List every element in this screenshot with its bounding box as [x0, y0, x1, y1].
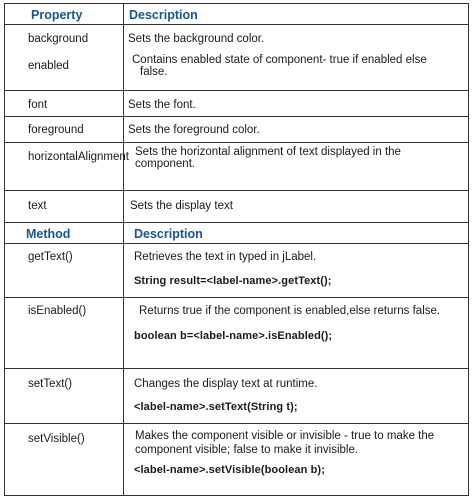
table-row — [5, 369, 469, 424]
method-desc-gettext: Retrieves the text in typed in jLabel. — [134, 251, 317, 263]
method-description-header-cell: Description — [124, 223, 469, 244]
method-code-isenabled: boolean b=<label-name>.isEnabled(); — [134, 330, 333, 342]
table-row — [5, 91, 469, 117]
property-desc-font: Sets the font. — [128, 99, 196, 111]
method-desc-settext: Changes the display text at runtime. — [134, 378, 318, 390]
table-row — [5, 117, 469, 143]
table-row — [5, 298, 469, 369]
property-name-background: background — [28, 33, 89, 45]
method-desc-isenabled: Returns true if the component is enabled,else returns false. — [139, 305, 441, 317]
table-row — [5, 143, 469, 191]
property-desc-enabled-line2: false. — [140, 66, 168, 78]
property-desc-foreground: Sets the foreground color. — [128, 124, 260, 136]
table-row — [5, 191, 469, 223]
properties-methods-table — [4, 3, 469, 496]
property-name-font: font — [28, 99, 48, 111]
table-row — [5, 424, 469, 496]
method-name-settext: setText() — [28, 378, 73, 390]
property-name-horizontal-alignment: horizontalAlignment — [28, 151, 130, 163]
property-name-enabled: enabled — [28, 60, 69, 72]
method-code-gettext: String result=<label-name>.getText(); — [134, 275, 332, 287]
property-desc-horizontal-alignment-line2: component. — [135, 158, 196, 170]
description-header-cell: Description — [124, 4, 469, 25]
method-desc-setvisible-line1: Makes the component visible or invisible - true to make the — [135, 430, 435, 442]
method-header-row — [5, 223, 469, 244]
method-name-setvisible: setVisible() — [28, 433, 85, 445]
method-header-cell: Method — [5, 223, 124, 244]
method-name-gettext: getText() — [28, 251, 73, 263]
method-desc-setvisible-line2: component visible; false to make it invisible. — [135, 444, 359, 456]
property-desc-horizontal-alignment-line1: Sets the horizontal alignment of text displayed in the — [135, 146, 401, 158]
property-header-cell: Property — [5, 4, 124, 25]
table-row — [5, 244, 469, 298]
table-row — [5, 25, 469, 91]
property-desc-background: Sets the background color. — [128, 33, 265, 45]
property-header-row — [5, 4, 469, 25]
property-desc-enabled-line1: Contains enabled state of component- true if enabled else — [132, 54, 427, 66]
method-code-settext: <label-name>.setText(String t); — [134, 401, 298, 413]
property-name-text: text — [28, 200, 47, 212]
property-desc-text: Sets the display text — [130, 200, 233, 212]
property-name-foreground: foreground — [28, 124, 84, 136]
method-code-setvisible: <label-name>.setVisible(boolean b); — [134, 464, 325, 476]
method-name-isenabled: isEnabled() — [28, 305, 87, 317]
